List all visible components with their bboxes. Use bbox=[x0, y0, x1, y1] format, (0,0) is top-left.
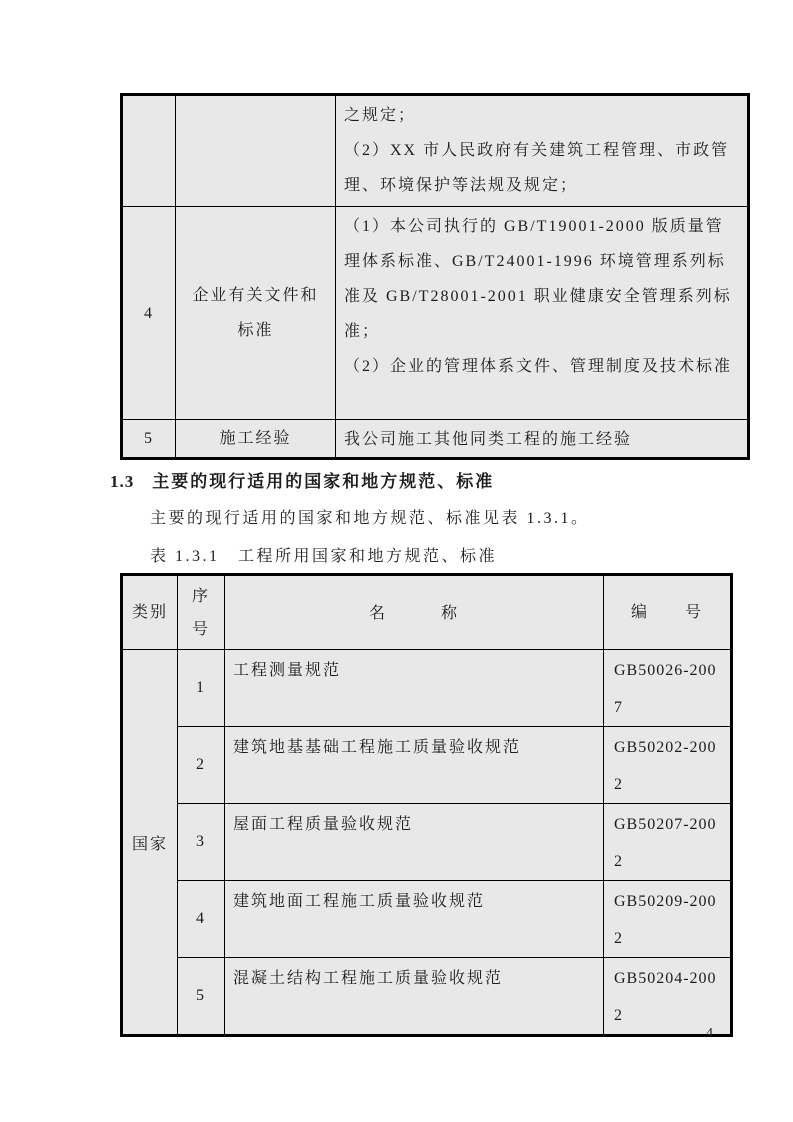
name-cell: 建筑地面工程施工质量验收规范 bbox=[225, 881, 604, 958]
seq-cell: 4 bbox=[178, 881, 225, 958]
table-header-row bbox=[122, 575, 732, 650]
table-row bbox=[122, 881, 732, 958]
name-cell: 屋面工程质量验收规范 bbox=[225, 804, 604, 881]
seq-cell: 5 bbox=[178, 958, 225, 1036]
table-row bbox=[122, 207, 749, 420]
basis-row4-item1: （1）本公司执行的 GB/T19001-2000 版质量管理体系标准、GB/T24001-1996 环境管理系列标准及 GB/T28001-2001 职业健康安全管理系列标准； bbox=[344, 218, 732, 340]
code-value: GB50207-2002 bbox=[614, 816, 717, 870]
code-cell bbox=[604, 727, 732, 804]
name-cell: 混凝土结构工程施工质量验收规范 bbox=[225, 958, 604, 1036]
basis-cont-line2: （2）XX 市人民政府有关建筑工程管理、市政管理、环境保护等法规及规定； bbox=[344, 142, 730, 194]
table-row bbox=[122, 804, 732, 881]
name-cell: 工程测量规范 bbox=[225, 650, 604, 727]
table-row bbox=[122, 420, 749, 459]
basis-category-cell: 企业有关文件和标准 bbox=[176, 207, 336, 420]
standards-table bbox=[120, 573, 733, 1037]
header-name: 名 称 bbox=[225, 575, 604, 650]
category-group-cell: 国家 bbox=[122, 650, 178, 1036]
basis-category-cell bbox=[176, 95, 336, 207]
name-cell: 建筑地基基础工程施工质量验收规范 bbox=[225, 727, 604, 804]
code-cell bbox=[604, 804, 732, 881]
code-value: GB50204-2002 bbox=[614, 970, 717, 1024]
code-value: GB50026-2007 bbox=[614, 662, 717, 716]
header-seq bbox=[178, 575, 225, 650]
body-paragraph: 主要的现行适用的国家和地方规范、标准见表 1.3.1。 bbox=[150, 510, 590, 527]
table-row bbox=[122, 650, 732, 727]
basis-content-cell bbox=[336, 207, 749, 420]
basis-cont-line1: 之规定； bbox=[344, 107, 417, 124]
code-cell bbox=[604, 650, 732, 727]
table-row bbox=[122, 95, 749, 207]
header-code: 编 号 bbox=[604, 575, 732, 650]
basis-row4-item2: （2）企业的管理体系文件、管理制度及技术标准 bbox=[344, 358, 733, 375]
code-cell bbox=[604, 881, 732, 958]
seq-cell: 3 bbox=[178, 804, 225, 881]
basis-no-cell: 5 bbox=[122, 420, 176, 459]
seq-cell: 2 bbox=[178, 727, 225, 804]
section-heading bbox=[110, 467, 494, 492]
header-seq-line1: 序 bbox=[191, 587, 210, 605]
table-row bbox=[122, 958, 732, 1036]
page-number: 4 bbox=[706, 1026, 713, 1041]
basis-table bbox=[120, 93, 750, 460]
basis-no-cell bbox=[122, 95, 176, 207]
basis-content-cell: 我公司施工其他同类工程的施工经验 bbox=[336, 420, 749, 459]
table-caption: 表 1.3.1 工程所用国家和地方规范、标准 bbox=[150, 548, 498, 565]
section-number: 1.3 bbox=[110, 472, 135, 491]
section-title: 主要的现行适用的国家和地方规范、标准 bbox=[152, 472, 495, 491]
basis-content-cell bbox=[336, 95, 749, 207]
basis-no-cell: 4 bbox=[122, 207, 176, 420]
table-row bbox=[122, 727, 732, 804]
header-seq-line2: 号 bbox=[191, 620, 210, 638]
header-category: 类别 bbox=[122, 575, 178, 650]
code-cell bbox=[604, 958, 732, 1036]
seq-cell: 1 bbox=[178, 650, 225, 727]
basis-category-cell: 施工经验 bbox=[176, 420, 336, 459]
code-value: GB50209-2002 bbox=[614, 893, 717, 947]
code-value: GB50202-2002 bbox=[614, 739, 717, 793]
